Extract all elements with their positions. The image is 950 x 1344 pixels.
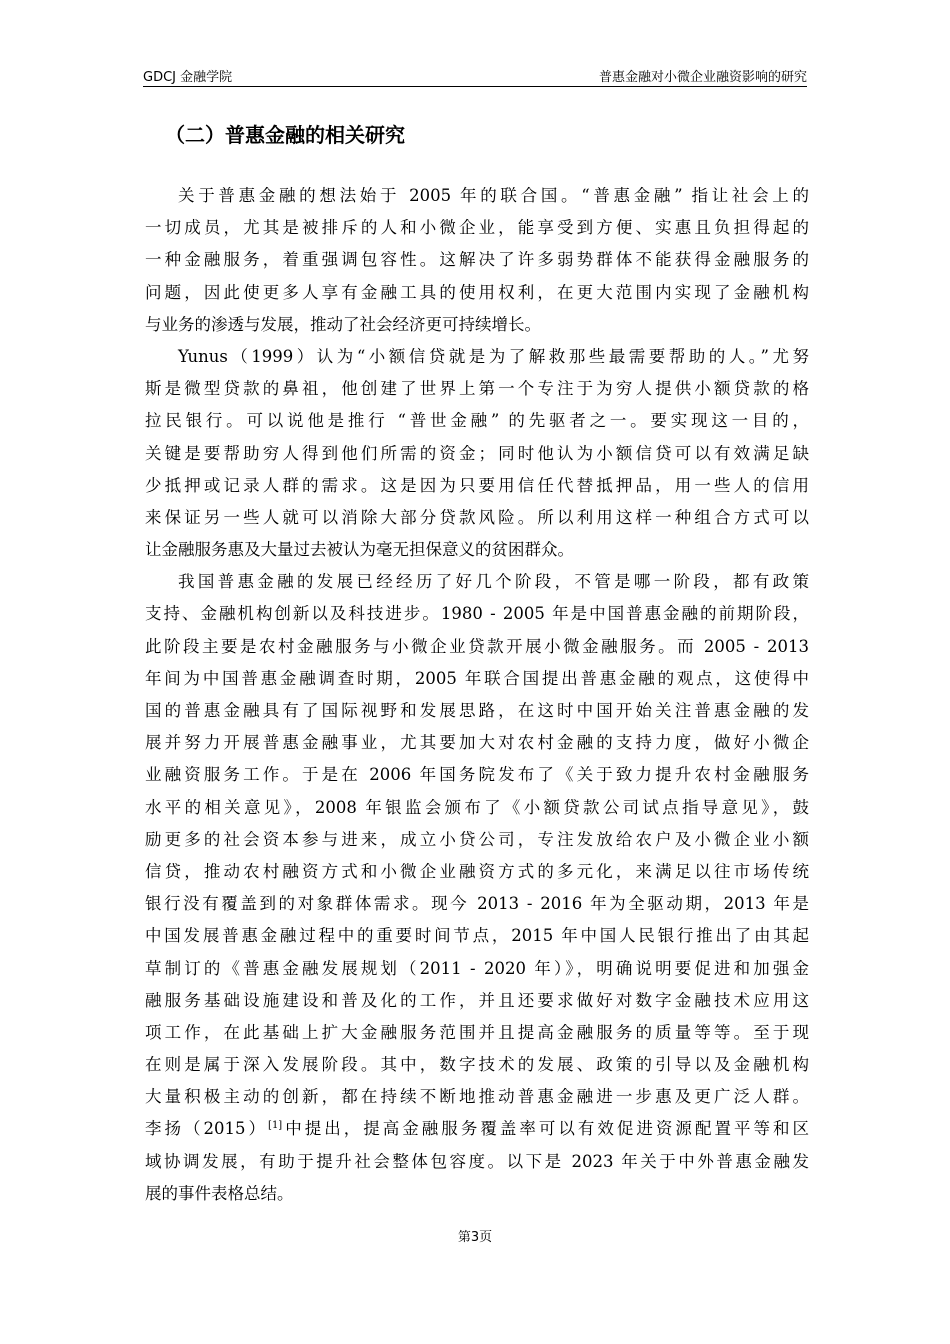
header-institution: GDCJ 金融学院 — [143, 70, 233, 85]
text-line: 信贷，推动农村融资方式和小微企业融资方式的多元化，来满足以往市场传统 — [145, 861, 809, 881]
text-line: 在则是属于深入发展阶段。其中，数字技术的发展、政策的引导以及金融机构 — [145, 1055, 809, 1075]
text-line: 大量积极主动的创新，都在持续不断地推动普惠金融进一步惠及更广泛人群。 — [145, 1087, 809, 1107]
paragraph-3 — [145, 566, 809, 1210]
citation-text: 中提出，提高金融服务覆盖率可以有效促进资源配置平等和区 — [282, 1119, 809, 1139]
text-line: 拉民银行。可以说他是推行 “普世金融” 的先驱者之一。要实现这一目的， — [145, 411, 809, 431]
text-line: 此阶段主要是农村金融服务与小微企业贷款开展小微金融服务。而 2005 - 2013 — [145, 636, 809, 656]
text-line: 融服务基础设施建设和普及化的工作，并且还要求做好对数字金融技术应用这 — [145, 990, 809, 1010]
text-line: 域协调发展，有助于提升社会整体包容度。以下是 2023 年关于中外普惠金融发 — [145, 1151, 809, 1171]
text-line: 斯是微型贷款的鼻祖，他创建了世界上第一个专注于为穷人提供小额贷款的格 — [145, 379, 809, 399]
text-line: 与业务的渗透与发展，推动了社会经济更可持续增长。 — [145, 314, 541, 334]
text-line: 关于普惠金融的想法始于 2005 年的联合国。“普惠金融” 指让社会上的 — [178, 186, 809, 205]
text-line: 银行没有覆盖到的对象群体需求。现今 2013 - 2016 年为全驱动期，2013 年是 — [145, 894, 809, 914]
text-line: 关键是要帮助穷人得到他们所需的资金；同时他认为小额信贷可以有效满足缺 — [145, 443, 809, 463]
text-line: 我国普惠金融的发展已经经历了好几个阶段，不管是哪一阶段，都有政策 — [178, 572, 809, 592]
citation-line — [145, 1113, 809, 1145]
text-line: 草制订的《普惠金融发展规划（2011 - 2020 年）》，明确说明要促进和加强金 — [145, 958, 809, 978]
text-line: 中国发展普惠金融过程中的重要时间节点，2015 年中国人民银行推出了由其起 — [145, 926, 809, 946]
section-title: （二）普惠金融的相关研究 — [165, 123, 405, 147]
header-thesis-title: 普惠金融对小微企业融资影响的研究 — [598, 70, 807, 85]
text-line: 业融资服务工作。于是在 2006 年国务院发布了《关于致力提升农村金融服务 — [145, 765, 809, 785]
text-line: 少抵押或记录人群的需求。这是因为只要用信任代替抵押品，用一些人的信用 — [145, 475, 809, 495]
text-line: 展并努力开展普惠金融事业，尤其要加大对农村金融的支持力度，做好小微企 — [145, 733, 809, 753]
text-line: 让金融服务惠及大量过去被认为毫无担保意义的贫困群众。 — [145, 540, 574, 560]
page-header — [143, 66, 807, 86]
citation-author: 李扬（2015） — [145, 1119, 269, 1139]
page-number: 第3页 — [457, 1230, 493, 1245]
paragraph-1 — [145, 180, 809, 341]
text-line: 展的事件表格总结。 — [145, 1183, 294, 1203]
text-line: 水平的相关意见》，2008 年银监会颁布了《小额贷款公司试点指导意见》，鼓 — [145, 797, 809, 817]
text-line: 项工作，在此基础上扩大金融服务范围并且提高金融服务的质量等等。至于现 — [145, 1022, 809, 1042]
text-line: 励更多的社会资本参与进来，成立小贷公司，专注发放给农户及小微企业小额 — [145, 829, 809, 849]
text-line: Yunus（1999）认为“小额信贷就是为了解救那些最需要帮助的人。”尤努 — [178, 346, 809, 366]
header-rule — [143, 86, 807, 87]
text-line: 问题，因此使更多人享有金融工具的使用权利，在更大范围内实现了金融机构 — [145, 282, 809, 302]
paragraph-2 — [145, 341, 809, 566]
text-line: 国的普惠金融具有了国际视野和发展思路，在这时中国开始关注普惠金融的发 — [145, 701, 809, 720]
text-line: 年间为中国普惠金融调查时期，2005 年联合国提出普惠金融的观点，这使得中 — [145, 668, 809, 688]
text-line: 一切成员，尤其是被排斥的人和小微企业，能享受到方便、实惠且负担得起的 — [145, 218, 809, 238]
text-line: 支持、金融机构创新以及科技进步。1980 - 2005 年是中国普惠金融的前期阶段， — [145, 604, 809, 624]
citation-reference-link[interactable]: [1] — [268, 1120, 283, 1132]
text-line: 来保证另一些人就可以消除大部分贷款风险。所以利用这样一种组合方式可以 — [145, 507, 809, 527]
text-line: 一种金融服务，着重强调包容性。这解决了许多弱势群体不能获得金融服务的 — [145, 250, 809, 270]
body-text — [145, 180, 809, 1210]
